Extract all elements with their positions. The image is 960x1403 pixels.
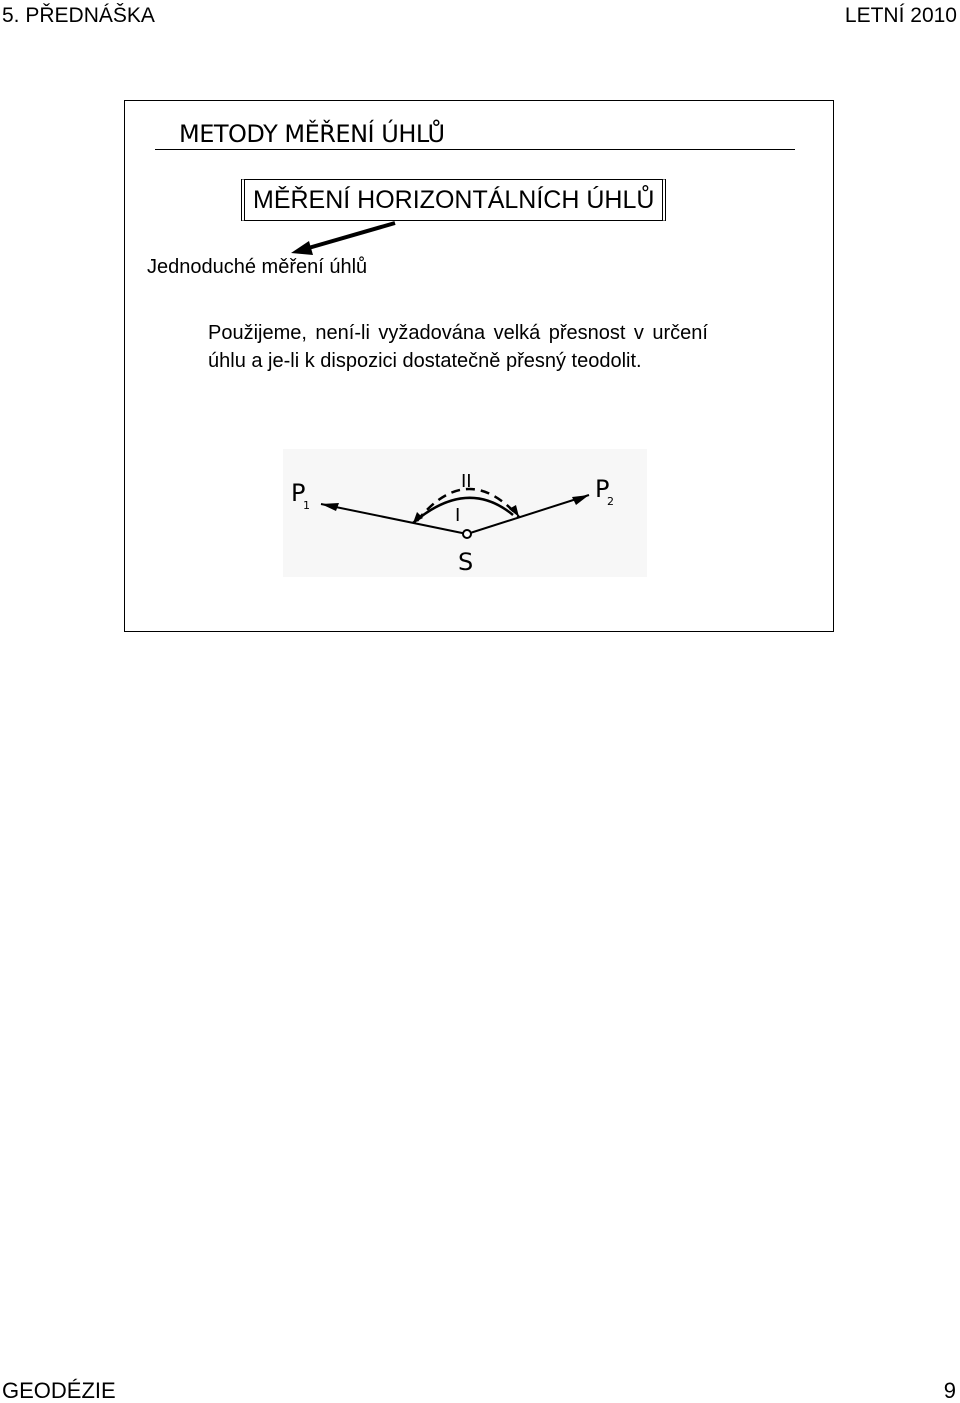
header-lecture-number: 5. PŘEDNÁŠKA — [2, 4, 155, 27]
label-p2-sub: 2 — [607, 495, 614, 508]
pointer-arrow-icon — [285, 219, 405, 259]
label-p1-sub: 1 — [303, 499, 310, 512]
label-p1: P — [291, 479, 306, 507]
station-point — [463, 530, 471, 538]
angle-measurement-diagram — [283, 449, 647, 577]
body-paragraph: Použijeme, není-li vyžadována velká přesnost v určení úhlu a je-li k dispozici dostatečně přesný teodolit. — [208, 322, 708, 372]
slide-panel — [124, 100, 834, 632]
slide-title: METODY MĚŘENÍ ÚHLŮ — [179, 120, 445, 148]
title-underline — [155, 149, 795, 150]
subheading-simple-measurement: Jednoduché měření úhlů — [147, 256, 368, 278]
header-semester: LETNÍ 2010 — [844, 4, 957, 27]
label-arc-inner: I — [455, 505, 461, 526]
footer-course-name: GEODÉZIE — [2, 1378, 116, 1403]
label-arc-outer: II — [461, 471, 472, 492]
boxed-section-heading: MĚŘENÍ HORIZONTÁLNÍCH ÚHLŮ — [241, 179, 666, 221]
footer-page-number: 9 — [943, 1378, 956, 1403]
label-station: S — [458, 548, 474, 576]
label-p2: P — [595, 475, 610, 503]
